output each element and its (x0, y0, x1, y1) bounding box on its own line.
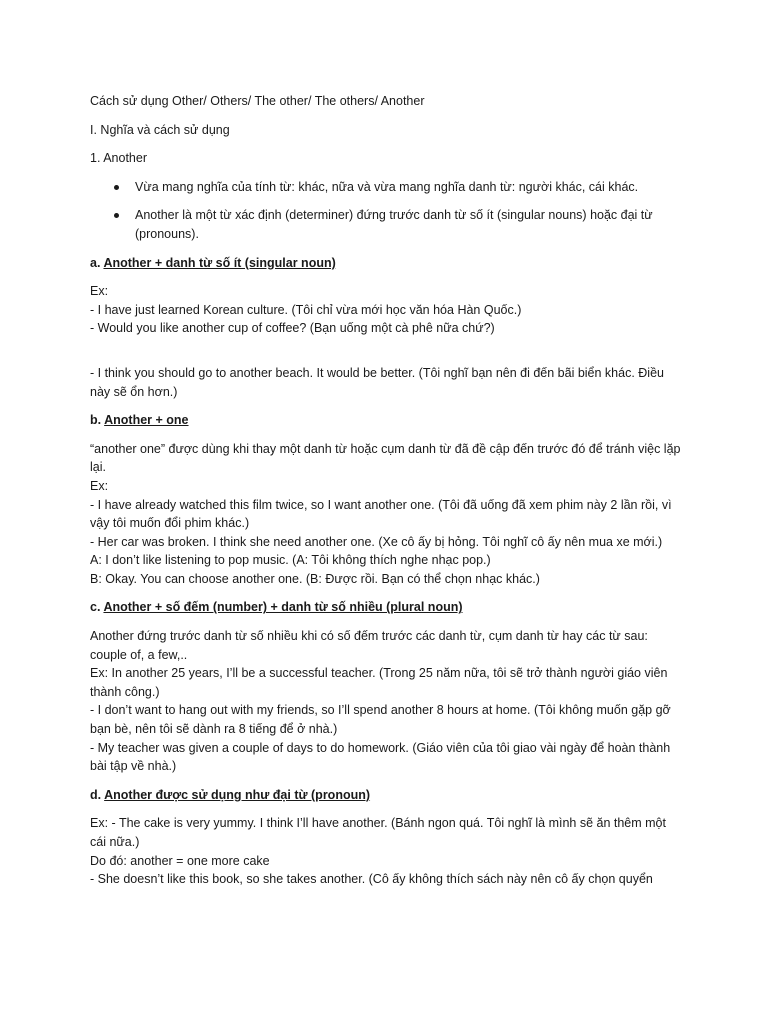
example-line: B: Okay. You can choose another one. (B: Được rồi. Bạn có thể chọn nhạc khác.) (90, 571, 540, 586)
heading-c-title: Another + số đếm (number) + danh từ số nhiều (plural noun) (103, 600, 463, 615)
example-label: Ex: (90, 478, 109, 493)
example-line: - I think you should go to another beach. It would be better. (Tôi nghĩ bạn nên đi đến bãi biển khác. Điều này sẽ ổn hơn.) (90, 365, 664, 399)
example-line: A: I don’t like listening to pop music. (A: Tôi không thích nghe nhạc pop.) (90, 553, 491, 568)
heading-d-title: Another được sử dụng như đại từ (pronoun) (104, 787, 371, 802)
example-line: - My teacher was given a couple of days to do homework. (Giáo viên của tôi giao vài ngày để hoàn thành bài tập về nhà.) (90, 740, 671, 774)
heading-b-prefix: b. (90, 413, 102, 428)
heading-a-prefix: a. (90, 255, 101, 270)
heading-a (90, 254, 684, 273)
example-line: - I don’t want to hang out with my friends, so I’ll spend another 8 hours at home. (Tôi không muốn gặp gỡ bạn bè, nên tôi sẽ dành ra 8 tiếng để ở nhà.) (90, 703, 671, 737)
explanation-text: “another one” được dùng khi thay một danh từ hoặc cụm danh từ đã đề cập đến trước đó để tránh việc lặp lại. (90, 441, 681, 475)
example-line: Ex: - The cake is very yummy. I think I’ll have another. (Bánh ngon quá. Tôi nghĩ là mình sẽ ăn thêm một cái nữa.) (90, 816, 666, 849)
example-line: Ex: In another 25 years, I’ll be a successful teacher. (Trong 25 năm nữa, tôi sẽ trở thành người giáo viên thành công.) (90, 666, 668, 699)
example-line: - I have just learned Korean culture. (Tôi chỉ vừa mới học văn hóa Hàn Quốc.) (90, 302, 522, 317)
example-line: - Her car was broken. I think she need another one. (Xe cô ấy bị hỏng. Tôi nghĩ cô ấy nên mua xe mới.) (90, 534, 663, 549)
example-line: - I have already watched this film twice, so I want another one. (Tôi đã uống đã xem phim này 2 lần rồi, vì vậy tôi muốn đổi phim khác.) (90, 497, 672, 531)
example-line: - Would you like another cup of coffee? (Bạn uống một cà phê nữa chứ?) (90, 321, 495, 336)
example-line: Do đó: another = one more cake (90, 853, 270, 868)
document-title: Cách sử dụng Other/ Others/ The other/ The others/ Another (90, 94, 425, 108)
heading-d-prefix: d. (90, 787, 102, 802)
heading-c (90, 598, 684, 617)
bullet-item: Another là một từ xác định (determiner) đứng trước danh từ số ít (singular nouns) hoặc đại từ (pronouns). (90, 206, 684, 243)
explanation-text: Another đứng trước danh từ số nhiều khi có số đếm trước các danh từ, cụm danh từ hay các từ sau: couple of, a few,.. (90, 629, 648, 662)
heading-b-title: Another + one (104, 413, 189, 428)
example-line: - She doesn’t like this book, so she takes another. (Cô ấy không thích sách này nên cô ấy chọn quyển (90, 872, 653, 887)
heading-a-title: Another + danh từ số ít (singular noun) (103, 255, 336, 270)
heading-b (90, 411, 684, 430)
subsection-heading: 1. Another (90, 151, 147, 166)
heading-d (90, 786, 684, 805)
definition-list (90, 178, 684, 244)
heading-c-prefix: c. (90, 600, 101, 615)
section-heading: I. Nghĩa và cách sử dụng (90, 122, 230, 137)
example-label: Ex: (90, 284, 109, 299)
bullet-item: Vừa mang nghĩa của tính từ: khác, nữa và vừa mang nghĩa danh từ: người khác, cái khác. (90, 178, 684, 197)
document-body (90, 92, 684, 889)
